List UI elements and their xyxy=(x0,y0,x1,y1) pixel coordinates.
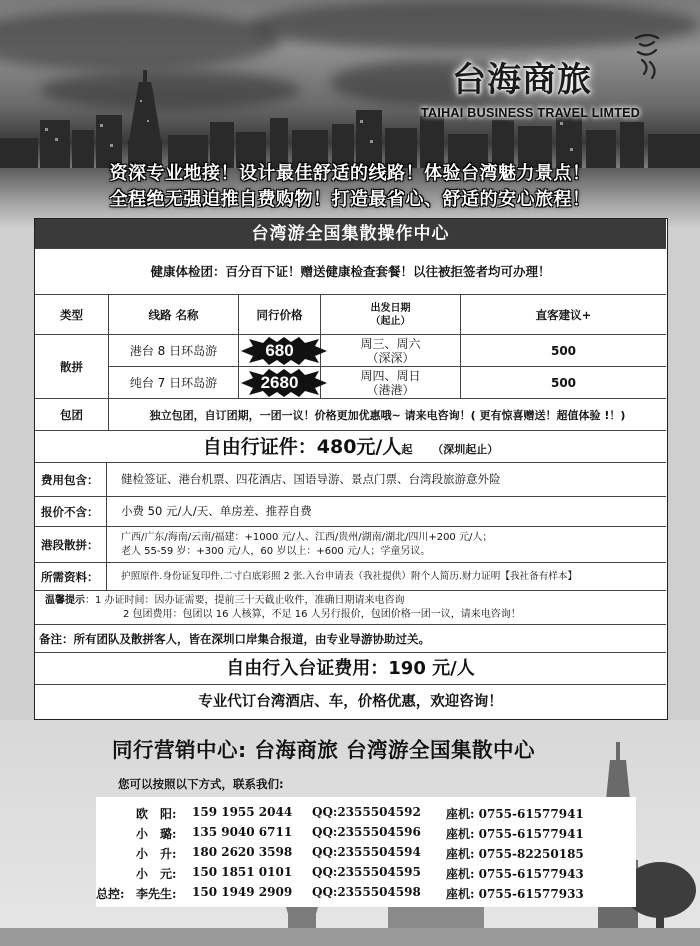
slogan-line-1: 资深专业地接！设计最佳舒适的线路！体验台湾魅力景点！ xyxy=(109,163,591,184)
port-join-row xyxy=(35,527,666,563)
charter-row xyxy=(35,399,666,431)
col-depart-line2: （起止） xyxy=(370,315,411,327)
route-price: 680 xyxy=(265,340,294,360)
health-notice: 健康体检团：百分百下证！赠送健康检查套餐！以往被拒签者均可办理！ xyxy=(35,249,666,295)
tips-label: 温馨提示 xyxy=(45,595,85,606)
free-pass-row xyxy=(35,431,666,463)
port-join-text xyxy=(107,527,666,562)
fee-excluded-label: 报价不含： xyxy=(35,497,107,526)
brand-name: 台海商旅 xyxy=(452,60,592,100)
port-join-label: 港段散拼： xyxy=(35,527,107,562)
free-pass-price: 自由行证件：480元/人 xyxy=(202,436,402,458)
contact-mobile: 135 9040 6711 xyxy=(192,825,293,839)
remark-row xyxy=(35,625,666,653)
route-row xyxy=(109,367,666,399)
contact-prefix: 总控: xyxy=(96,887,125,901)
contact-qq: QQ:2355504592 xyxy=(312,805,421,819)
contact-qq: QQ:2355504595 xyxy=(312,865,421,879)
col-route: 线路 名称 xyxy=(109,295,239,334)
materials-label: 所需资料： xyxy=(35,563,107,590)
group-type-label: 散拼 xyxy=(35,335,109,398)
panel-title: 台湾游全国集散操作中心 xyxy=(35,219,666,249)
contact-landline: 座机: 0755-61577943 xyxy=(446,867,584,881)
fee-included-text: 健检签证、港台机票、四花酒店、国语导游、景点门票、台湾段旅游意外险 xyxy=(121,472,501,486)
route-depart xyxy=(321,367,461,398)
fee-excluded-text: 小费 50 元/人/天、单房差、推荐自费 xyxy=(121,504,312,518)
col-retail: 直客建议+ xyxy=(535,307,592,322)
charter-label: 包团 xyxy=(35,399,109,430)
materials-text: 护照原件.身份证复印件.二寸白底彩照 2 张.入台申请表（我社提供）附个人简历.财力证明【我社备有样本】 xyxy=(121,571,578,582)
route-retail: 500 xyxy=(550,375,577,390)
tips-block xyxy=(45,594,521,622)
route-row xyxy=(109,335,666,367)
route-retail: 500 xyxy=(550,343,577,358)
contact-mobile: 150 1949 2909 xyxy=(192,885,293,899)
fee-excluded-row xyxy=(35,497,666,527)
tips-line2: 2 包团费用：包团以 16 人核算，不足 16 人另行报价，包团价格一团一议，请来电咨询！ xyxy=(123,609,521,620)
free-pass-qi: 起 xyxy=(401,443,413,456)
contact-mobile: 180 2620 3598 xyxy=(192,845,293,859)
contact-qq: QQ:2355504594 xyxy=(312,845,421,859)
tips-row xyxy=(35,591,666,625)
contact-name: 李先生: xyxy=(136,887,177,901)
price-starburst xyxy=(239,369,320,397)
contact-mobile: 159 1955 2044 xyxy=(192,805,293,819)
port-join-line2: 老人 55-59 岁：+300 元/人，60 岁以上：+600 元/人；学童另议。 xyxy=(121,545,431,557)
charter-text: 独立包团，自订团期，一团一议！价格更加优惠哦~ 请来电咨询！( 更有惊喜赠送！超值体验 !！) xyxy=(149,408,626,422)
route-depart-port: （港港） xyxy=(366,382,415,397)
contact-intro: 您可以按照以下方式，联系我们: xyxy=(118,777,284,791)
route-depart-days: 周四、周日 xyxy=(360,368,421,383)
fee-included-label: 费用包含： xyxy=(35,463,107,496)
contact-name: 欧 阳: xyxy=(136,807,177,821)
marketing-center-title: 同行营销中心: 台海商旅 台湾游全国集散中心 xyxy=(112,738,535,762)
slogan-line-2: 全程绝无强迫推自费购物！打造最省心、舒适的安心旅程！ xyxy=(109,189,591,210)
brand-english: TAIHAI BUSINESS TRAVEL LIMTED xyxy=(421,106,641,120)
entry-fee: 自由行入台证费用：190 元/人 xyxy=(35,653,666,685)
hotel-service: 专业代订台湾酒店、车，价格优惠，欢迎咨询！ xyxy=(198,694,503,710)
col-peer-price: 同行价格 xyxy=(239,295,321,334)
port-join-line1: 广西/广东/海南/云南/福建：+1000 元/人、江西/贵州/湖南/湖北/四川+200 元/人； xyxy=(121,531,493,543)
col-depart xyxy=(321,295,461,334)
route-price-cell xyxy=(239,367,321,398)
contact-name: 小 元: xyxy=(136,867,177,881)
materials-row xyxy=(35,563,666,591)
contact-landline: 座机: 0755-61577933 xyxy=(446,887,584,901)
contact-qq: QQ:2355504596 xyxy=(312,825,421,839)
contact-list xyxy=(96,797,636,907)
contact-landline: 座机: 0755-61577941 xyxy=(446,827,584,841)
calligraphy-seal-icon xyxy=(630,30,664,82)
table-header-row xyxy=(35,295,666,335)
route-price: 2680 xyxy=(260,372,299,392)
contact-landline: 座机: 0755-82250185 xyxy=(446,847,584,861)
contact-qq: QQ:2355504598 xyxy=(312,885,421,899)
contact-mobile: 150 1851 0101 xyxy=(192,865,293,879)
fee-included-row xyxy=(35,463,666,497)
free-pass-note: （深圳起止） xyxy=(432,443,499,456)
route-price-cell xyxy=(239,335,321,366)
contact-name: 小 璐: xyxy=(136,827,177,841)
route-depart-port: （深深） xyxy=(366,350,415,365)
contact-landline: 座机: 0755-61577941 xyxy=(446,807,584,821)
route-name: 纯台 7 日环岛游 xyxy=(109,367,239,398)
col-depart-line1: 出发日期 xyxy=(370,302,411,314)
col-type: 类型 xyxy=(35,295,109,334)
tips-line1: ：1 办证时间：因办证需要，提前三十天截止收件，准确日期请来电咨询 xyxy=(85,595,405,606)
contact-name: 小 升: xyxy=(136,847,177,861)
route-depart-days: 周三、周六 xyxy=(360,336,421,351)
pricing-panel xyxy=(34,218,668,720)
route-name: 港台 8 日环岛游 xyxy=(109,335,239,366)
remark-text: 备注：所有团队及散拼客人，皆在深圳口岸集合报道，由专业导游协助过关。 xyxy=(39,632,430,646)
price-starburst xyxy=(239,337,320,365)
route-depart xyxy=(321,335,461,366)
